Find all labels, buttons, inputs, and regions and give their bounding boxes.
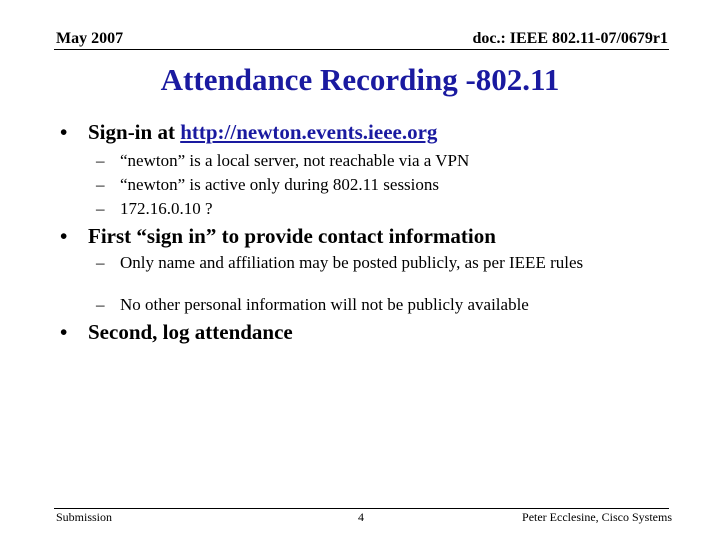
bullet-dot-icon: • xyxy=(60,224,68,248)
sub-bullet-text: “newton” is a local server, not reachable via a VPN xyxy=(120,151,470,170)
header-doc-id: doc.: IEEE 802.11-07/0679r1 xyxy=(472,30,668,47)
bullet-sign-in xyxy=(60,120,437,145)
sub-bullet xyxy=(96,253,636,272)
page-number: 4 xyxy=(358,510,364,524)
bullet-log-attendance xyxy=(60,320,293,345)
bullet-first-sign-in xyxy=(60,224,496,249)
sub-bullet-text: Only name and affiliation may be posted publicly, as per IEEE rules xyxy=(120,253,584,272)
slide-title: Attendance Recording -802.11 xyxy=(160,62,560,97)
header-date: May 2007 xyxy=(56,30,124,47)
bullet-dot-icon: • xyxy=(60,320,68,344)
bullet-first-sign-in-text: First “sign in” to provide contact information xyxy=(88,224,496,248)
sub-bullet-text: 172.16.0.10 ? xyxy=(120,199,213,218)
sub-bullet xyxy=(96,295,529,314)
sub-bullet xyxy=(96,199,213,218)
dash-icon: – xyxy=(96,253,105,272)
bullet-log-attendance-text: Second, log attendance xyxy=(88,320,293,344)
sub-bullet-text: “newton” is active only during 802.11 sessions xyxy=(120,175,440,194)
footer-submission: Submission xyxy=(56,510,113,524)
bullet-sign-in-text: Sign-in at xyxy=(88,120,181,144)
dash-icon: – xyxy=(96,199,105,218)
sub-bullet xyxy=(96,151,469,170)
header-divider xyxy=(54,49,669,50)
dash-icon: – xyxy=(96,175,105,194)
dash-icon: – xyxy=(96,295,105,314)
sub-bullet-text: No other personal information will not be publicly available xyxy=(120,295,529,314)
footer-divider xyxy=(54,508,669,509)
dash-icon: – xyxy=(96,151,105,170)
sub-bullet xyxy=(96,175,439,194)
bullet-dot-icon: • xyxy=(60,120,68,144)
footer-author: Peter Ecclesine, Cisco Systems xyxy=(522,510,672,524)
sign-in-link[interactable]: http://newton.events.ieee.org xyxy=(180,120,438,144)
